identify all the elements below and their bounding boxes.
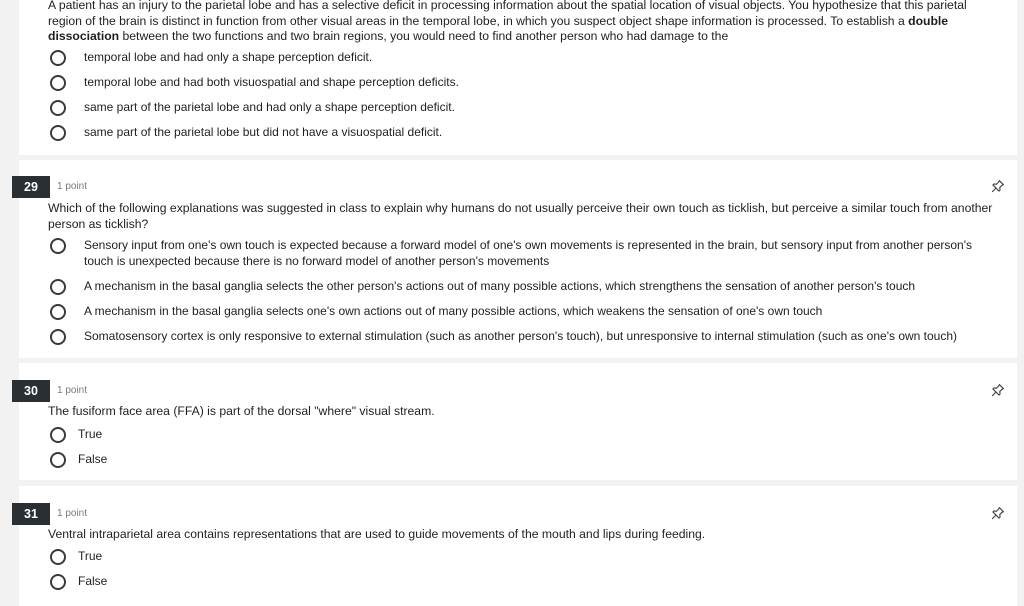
points-label: 1 point <box>57 181 88 192</box>
points-label: 1 point <box>57 385 88 396</box>
pin-icon[interactable] <box>991 506 1005 520</box>
answer-option[interactable]: True <box>50 427 102 443</box>
answer-option[interactable]: False <box>50 452 107 468</box>
answer-option[interactable]: True <box>50 549 102 565</box>
radio-button[interactable] <box>50 75 66 91</box>
question-card-29 <box>19 160 1017 358</box>
answer-option[interactable]: A mechanism in the basal ganglia selects one's own actions out of many possible actions, which weakens the sensation of one's own touch <box>50 304 822 320</box>
radio-button[interactable] <box>50 304 66 320</box>
radio-button[interactable] <box>50 574 66 590</box>
question-number: 29 <box>12 176 50 198</box>
radio-button[interactable] <box>50 427 66 443</box>
answer-option[interactable]: same part of the parietal lobe but did not have a visuospatial deficit. <box>50 125 442 141</box>
question-text: Which of the following explanations was suggested in class to explain why humans do not usually perceive their own touch as ticklish, but perceive a similar touch from another person as ticklish? <box>48 201 993 231</box>
radio-button[interactable] <box>50 125 66 141</box>
question-card-30 <box>19 363 1017 480</box>
radio-button[interactable] <box>50 279 66 295</box>
question-number: 31 <box>12 503 50 525</box>
answer-option[interactable]: A mechanism in the basal ganglia selects the other person's actions out of many possible actions, which strengthens the sensation of another person's touch <box>50 279 915 295</box>
answer-option[interactable]: same part of the parietal lobe and had only a shape perception deficit. <box>50 100 455 116</box>
answer-option[interactable]: False <box>50 574 107 590</box>
pin-icon[interactable] <box>991 383 1005 397</box>
question-text: A patient has an injury to the parietal lobe and has a selective deficit in processing information about the spatial location of visual objects. You hypothesize that this parietal region of the brain is distinct in function from other visual areas in the temporal lobe, in which you suspect object shape information is processed. To establish a double dissociation between the two functions and two brain regions, you would need to find another person who had damage to the <box>48 0 967 43</box>
answer-option[interactable]: temporal lobe and had only a shape perception deficit. <box>50 50 372 66</box>
answer-option[interactable]: Sensory input from one's own touch is expected because a forward model of one's own movements is represented in the brain, but sensory input from another person's touch is unexpected because there is no forward model of another person's movements <box>50 238 994 269</box>
question-card-28 <box>19 0 1017 155</box>
radio-button[interactable] <box>50 50 66 66</box>
question-text: The fusiform face area (FFA) is part of the dorsal "where" visual stream. <box>48 404 435 418</box>
pin-icon[interactable] <box>991 179 1005 193</box>
points-label: 1 point <box>57 508 88 519</box>
answer-option[interactable]: Somatosensory cortex is only responsive to external stimulation (such as another person's touch), but unresponsive to internal stimulation (such as one's own touch) <box>50 329 957 345</box>
question-number: 30 <box>12 380 50 402</box>
question-text: Ventral intraparietal area contains representations that are used to guide movements of the mouth and lips during feeding. <box>48 527 706 541</box>
radio-button[interactable] <box>50 549 66 565</box>
radio-button[interactable] <box>50 238 66 254</box>
answer-option[interactable]: temporal lobe and had both visuospatial and shape perception deficits. <box>50 75 459 91</box>
radio-button[interactable] <box>50 100 66 116</box>
question-card-31 <box>19 486 1017 606</box>
radio-button[interactable] <box>50 329 66 345</box>
radio-button[interactable] <box>50 452 66 468</box>
